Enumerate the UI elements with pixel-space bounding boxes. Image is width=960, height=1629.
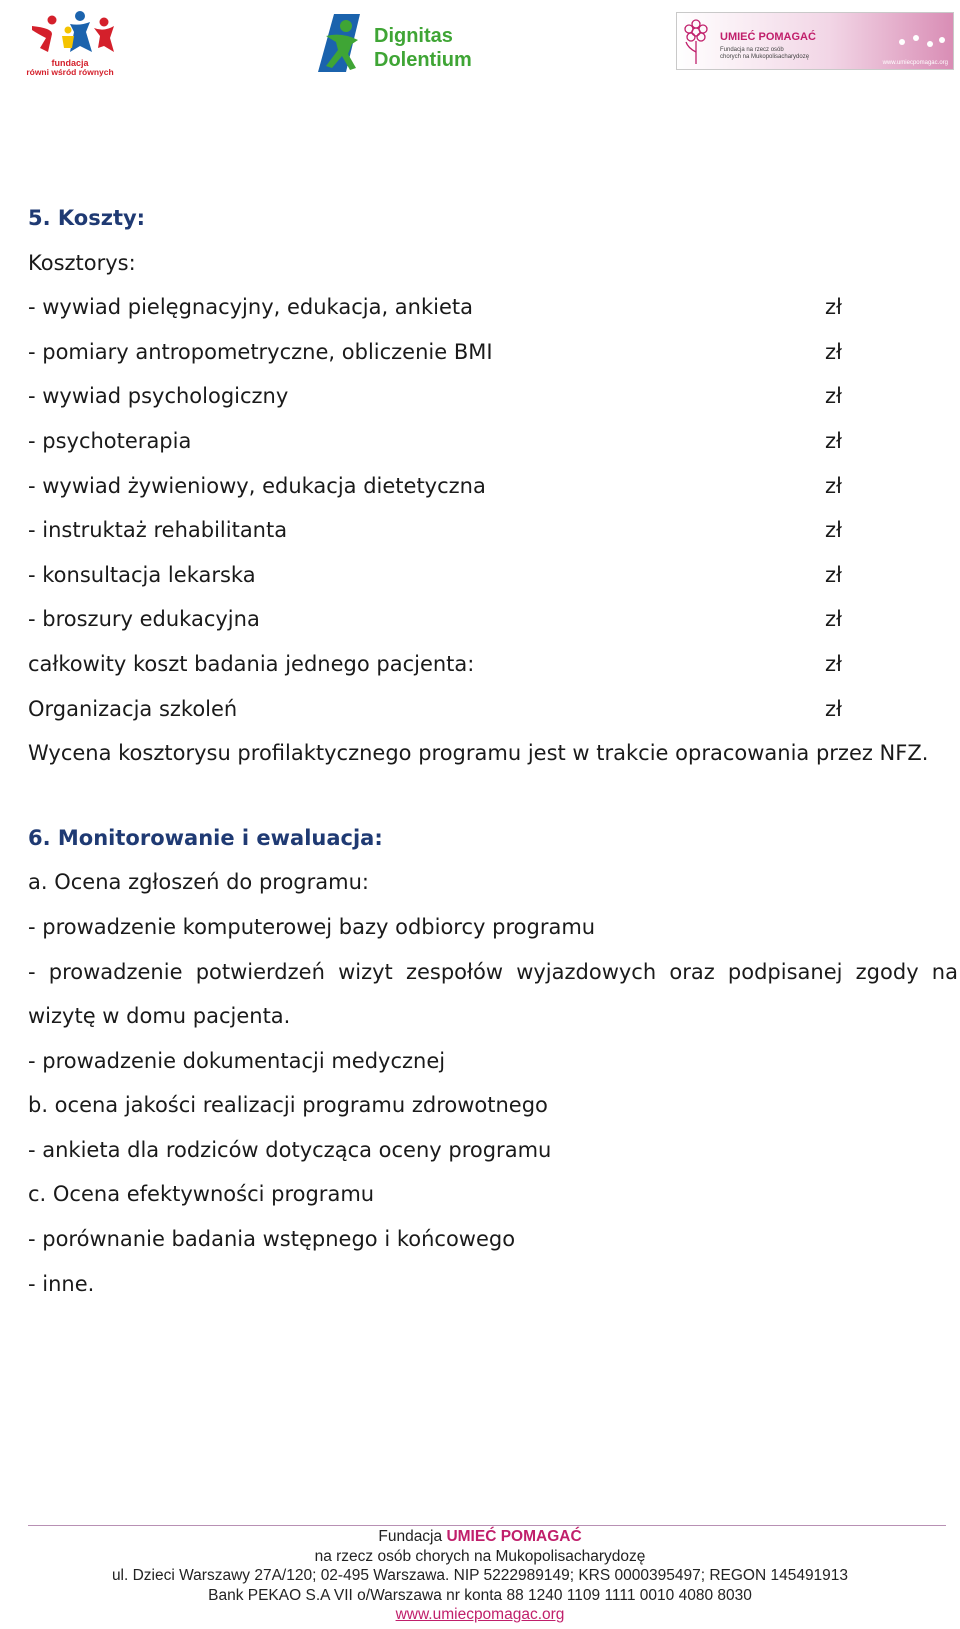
section-5-heading: 5. Koszty: <box>28 206 146 230</box>
logo-center-line2: Dolentium <box>374 49 472 71</box>
cost-item-row <box>28 508 958 553</box>
cost-item-row <box>28 464 958 509</box>
footer-line-2: na rzecz osób chorych na Mukopolisacharydozę <box>314 1547 646 1565</box>
cost-item-unit: zł <box>825 339 842 364</box>
footer-line-1 <box>0 1527 960 1547</box>
cost-item-unit: zł <box>825 428 842 453</box>
cost-item-label: - instruktaż rehabilitanta <box>28 518 288 543</box>
cost-item-row <box>28 330 958 375</box>
umiec-pomagac-logo <box>676 12 954 70</box>
monitoring-line: c. Ocena efektywności programu <box>28 1182 375 1207</box>
page-footer <box>0 1527 960 1625</box>
cost-item-unit: zł <box>825 518 842 543</box>
cost-item-label: - wywiad pielęgnacyjny, edukacja, ankieta <box>28 295 473 320</box>
logo-right-subtitle2: chorych na Mukopolisacharydozę <box>720 54 810 60</box>
monitoring-line: a. Ocena zgłoszeń do programu: <box>28 870 369 895</box>
logo-center-line1: Dignitas <box>374 25 453 47</box>
logo-right-title: UMIEĆ POMAGAĆ <box>720 31 816 43</box>
cost-item-row <box>28 419 958 464</box>
cost-item-row <box>28 597 958 642</box>
footer-divider <box>28 1525 946 1526</box>
cost-item-row <box>28 374 958 419</box>
cost-item-unit: zł <box>825 696 842 721</box>
cost-item-label: - psychoterapia <box>28 428 192 453</box>
logo-right-url: www.umiecpomagac.org <box>882 60 948 66</box>
cost-item-unit: zł <box>825 607 842 632</box>
logo-left-line1: fundacja <box>51 58 89 68</box>
document-body <box>28 196 958 1306</box>
monitoring-line: - prowadzenie komputerowej bazy odbiorcy programu <box>28 914 596 939</box>
footer-prefix: Fundacja <box>378 1528 443 1545</box>
monitoring-line: - prowadzenie potwierdzeń wizyt zespołów wyjazdowych oraz podpisanej zgody na <box>28 959 958 984</box>
cost-item-unit: zł <box>825 295 842 320</box>
cost-item-row <box>28 553 958 598</box>
monitoring-line: b. ocena jakości realizacji programu zdrowotnego <box>28 1093 548 1118</box>
section-6-heading: 6. Monitorowanie i ewaluacja: <box>28 825 383 850</box>
cost-item-unit: zł <box>825 651 842 676</box>
cost-item-label: - konsultacja lekarska <box>28 562 256 587</box>
cost-item-row <box>28 687 958 732</box>
cost-item-unit: zł <box>825 562 842 587</box>
logo-left-line2: równi wśród równych <box>26 67 114 77</box>
cost-item-label: - wywiad żywieniowy, edukacja dietetyczna <box>28 473 486 498</box>
cost-total-row <box>28 642 958 687</box>
cost-item-unit: zł <box>825 473 842 498</box>
cost-estimate-subheading: Kosztorys: <box>28 250 136 275</box>
monitoring-line: - ankieta dla rodziców dotycząca oceny programu <box>28 1137 552 1162</box>
people-figures-icon <box>32 11 114 52</box>
cost-item-unit: zł <box>825 384 842 409</box>
footer-brand: UMIEĆ POMAGAĆ <box>446 1528 582 1545</box>
cost-note: Wycena kosztorysu profilaktycznego programu jest w trakcie opracowania przez NFZ. <box>28 741 929 766</box>
fundacja-rowni-logo <box>10 8 130 78</box>
footer-address: ul. Dzieci Warszawy 27A/120; 02-495 Warszawa. NIP 5222989149; KRS 0000395497; REGON 145491913 <box>111 1567 849 1585</box>
logo-right-subtitle1: Fundacja na rzecz osób <box>720 47 784 53</box>
monitoring-line: - porównanie badania wstępnego i końcowego <box>28 1227 516 1252</box>
cost-item-label: - broszury edukacyjna <box>28 607 260 632</box>
monitoring-line: - prowadzenie dokumentacji medycznej <box>28 1048 446 1073</box>
cost-item-label: Organizacja szkoleń <box>28 696 238 721</box>
footer-bank-account: Bank PEKAO S.A VII o/Warszawa nr konta 88 1240 1109 1111 0010 4080 8030 <box>208 1586 752 1604</box>
monitoring-line: wizytę w domu pacjenta. <box>28 1004 291 1029</box>
cost-total-label: całkowity koszt badania jednego pacjenta: <box>28 651 475 676</box>
cost-item-label: - wywiad psychologiczny <box>28 384 289 409</box>
page-header <box>0 0 960 90</box>
cost-item-row <box>28 285 958 330</box>
monitoring-line: - inne. <box>28 1271 95 1296</box>
cost-item-label: - pomiary antropometryczne, obliczenie BMI <box>28 339 493 364</box>
footer-website-link[interactable]: www.umiecpomagac.org <box>395 1606 565 1624</box>
dignitas-dolentium-logo <box>312 10 482 76</box>
dancing-figure-icon <box>318 14 360 72</box>
